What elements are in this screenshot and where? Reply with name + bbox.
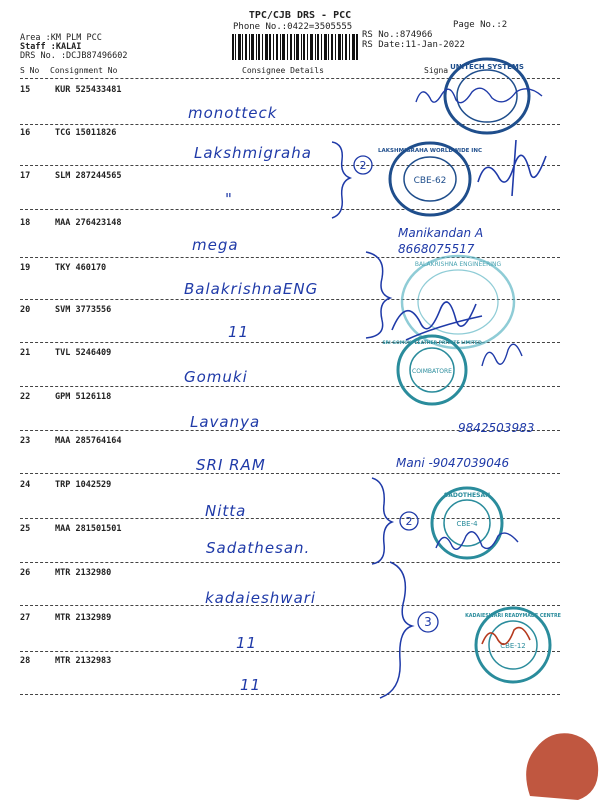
signature bbox=[432, 524, 522, 558]
row-sno: 18 bbox=[20, 218, 31, 228]
circled-number-label: 2 bbox=[405, 515, 413, 528]
circled-number bbox=[352, 154, 374, 176]
col-header-consignee: Consignee Details bbox=[242, 66, 324, 75]
handwritten-consignee: SRI RAM bbox=[196, 456, 266, 474]
company-stamp bbox=[378, 140, 482, 218]
row-consignment: MAA 281501501 bbox=[55, 524, 122, 534]
stamp-text: SRI GOMUKI LEATHER PRIVATE LIMITED bbox=[382, 341, 482, 346]
stamp-text: CBE-12 bbox=[500, 642, 526, 650]
row-divider bbox=[20, 386, 560, 387]
row-consignment: MAA 276423148 bbox=[55, 218, 122, 228]
row-sno: 22 bbox=[20, 392, 31, 402]
row-consignment: MAA 285764164 bbox=[55, 436, 122, 446]
row-consignment: TVL 5246409 bbox=[55, 348, 112, 358]
row-sno: 26 bbox=[20, 568, 31, 578]
handwritten-phone: 9842503983 bbox=[458, 421, 535, 435]
drs-number: DRS No. :DCJB87496602 bbox=[20, 51, 128, 61]
handwritten-consignee: kadaieshwari bbox=[205, 589, 317, 607]
stain-mark bbox=[518, 726, 600, 800]
row-sno: 23 bbox=[20, 436, 31, 446]
circled-number-label: 3 bbox=[424, 615, 432, 629]
row-consignment: KUR 525433481 bbox=[55, 85, 122, 95]
row-consignment: GPM 5126118 bbox=[55, 392, 112, 402]
rs-date: RS Date:11-Jan-2022 bbox=[362, 40, 465, 50]
page-number: Page No.:2 bbox=[453, 20, 508, 30]
signature bbox=[478, 336, 528, 376]
handwritten-consignee: Nitta bbox=[205, 502, 247, 520]
col-header-sno: S No bbox=[20, 66, 40, 75]
stamp-text: SADOTHESAN bbox=[443, 492, 491, 499]
row-divider bbox=[20, 562, 560, 563]
handwritten-consignee: Sadathesan. bbox=[206, 539, 311, 557]
row-divider bbox=[20, 209, 560, 210]
row-consignment: MTR 2132980 bbox=[55, 568, 112, 578]
rs-number: RS No.:874966 bbox=[362, 30, 433, 40]
row-divider bbox=[20, 694, 560, 695]
area-label: Area :KM PLM PCC bbox=[20, 33, 102, 43]
document-title: TPC/CJB DRS - PCC bbox=[248, 10, 352, 21]
signature bbox=[412, 78, 552, 114]
row-consignment: TKY 460170 bbox=[55, 263, 107, 273]
phone-number: Phone No.:0422=3505555 bbox=[233, 22, 353, 32]
row-sno: 15 bbox=[20, 85, 31, 95]
circled-number bbox=[416, 610, 440, 634]
handwritten-ditto: 11 bbox=[240, 676, 262, 694]
brace-mark bbox=[328, 140, 368, 220]
stamp-text: CBE-62 bbox=[413, 176, 447, 186]
handwritten-consignee: mega bbox=[192, 236, 239, 254]
signature bbox=[472, 136, 552, 200]
row-sno: 19 bbox=[20, 263, 31, 273]
handwritten-consignee: Lavanya bbox=[190, 413, 261, 431]
handwritten-phone: Mani -9047039046 bbox=[396, 456, 510, 470]
stamp-text: COIMBATORE bbox=[412, 368, 452, 375]
handwritten-phone: 8668075517 bbox=[398, 242, 475, 256]
col-header-signature: Signa bbox=[424, 66, 449, 75]
row-sno: 28 bbox=[20, 656, 31, 666]
handwritten-consignee: monotteck bbox=[188, 104, 278, 122]
row-sno: 20 bbox=[20, 305, 31, 315]
row-consignment: MTR 2132989 bbox=[55, 613, 112, 623]
handwritten-consignee: BalakrishnaENG bbox=[184, 280, 319, 298]
row-sno: 25 bbox=[20, 524, 31, 534]
signature bbox=[478, 620, 534, 654]
handwritten-consignee: Gomuki bbox=[184, 368, 248, 386]
row-sno: 16 bbox=[20, 128, 31, 138]
stamp-text: LAKSHMIGRAHA WORLDWIDE INC bbox=[378, 148, 482, 154]
row-consignment: MTR 2132983 bbox=[55, 656, 112, 666]
handwritten-name: Manikandan A bbox=[398, 226, 484, 240]
handwritten-ditto: " bbox=[225, 190, 233, 208]
row-consignment: TRP 1042529 bbox=[55, 480, 112, 490]
handwritten-ditto: 11 bbox=[236, 634, 258, 652]
handwritten-consignee: Lakshmigraha bbox=[194, 144, 312, 162]
stamp-text: CBE-4 bbox=[456, 520, 478, 528]
col-header-consignment: Consignment No bbox=[50, 66, 118, 75]
stamp-text: KADAIESWARI READYMADE CENTRE bbox=[465, 614, 561, 619]
brace-mark bbox=[360, 560, 420, 700]
signature bbox=[386, 286, 486, 346]
row-sno: 21 bbox=[20, 348, 31, 358]
circled-number bbox=[398, 510, 420, 532]
row-consignment: SLM 287244565 bbox=[55, 171, 122, 181]
stamp-text: UNITECH SYSTEMS bbox=[450, 63, 524, 71]
staff-label: Staff :KALAI bbox=[20, 42, 82, 52]
row-consignment: SVM 3773556 bbox=[55, 305, 112, 315]
stamp-text: BALAKRISHNA ENGINEERING bbox=[414, 261, 502, 268]
row-divider bbox=[20, 473, 560, 474]
circled-number-label: 2 bbox=[359, 159, 367, 172]
row-sno: 27 bbox=[20, 613, 31, 623]
row-sno: 17 bbox=[20, 171, 31, 181]
handwritten-ditto: 11 bbox=[228, 323, 250, 341]
row-sno: 24 bbox=[20, 480, 31, 490]
barcode bbox=[232, 34, 358, 60]
row-consignment: TCG 15011826 bbox=[55, 128, 117, 138]
